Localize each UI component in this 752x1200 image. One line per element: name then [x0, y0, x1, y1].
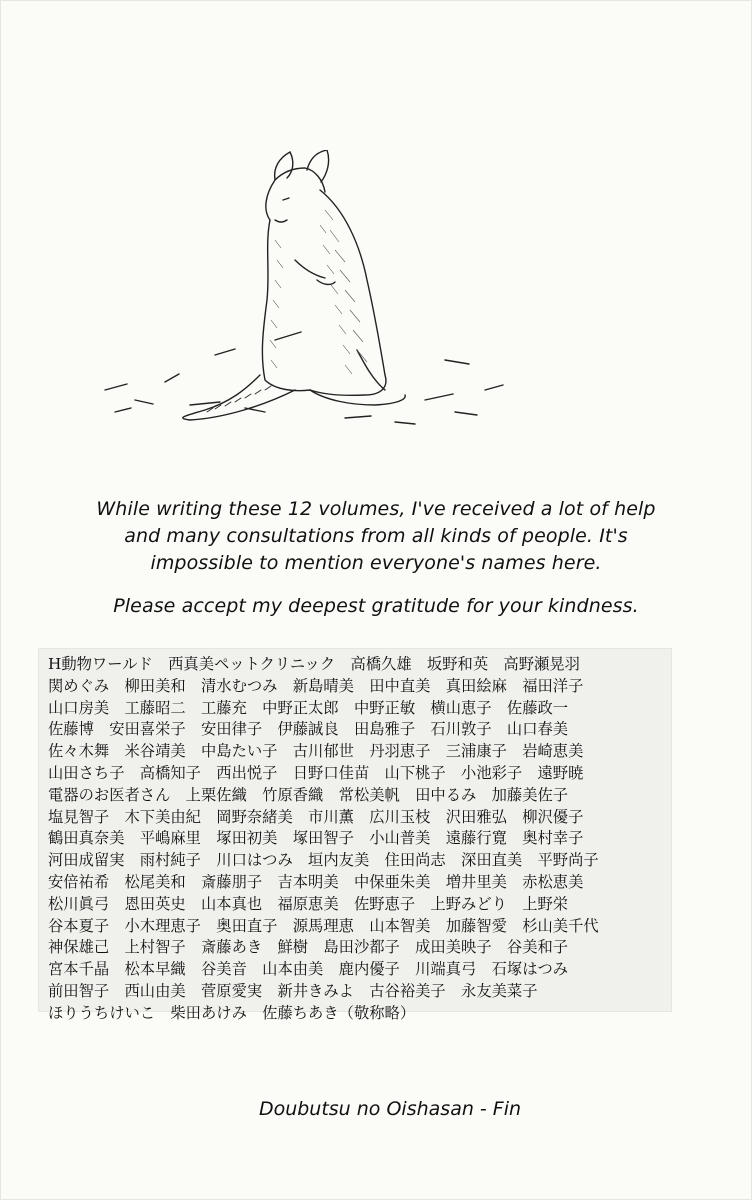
thanks-line-4: Please accept my deepest gratitude for your kindness. — [113, 595, 639, 617]
names-row: 塩見智子 木下美由紀 岡野奈緒美 市川薫 広川玉枝 沢田雅弘 柳沢優子 — [48, 807, 584, 826]
fin-caption: Doubutsu no Oishasan - Fin — [258, 1098, 522, 1120]
names-row: 山田さち子 高橋知子 西出悦子 日野口佳苗 山下桃子 小池彩子 遠野暁 — [48, 763, 584, 782]
names-row: 河田成留実 雨村純子 川口はつみ 垣内友美 住田尚志 深田直美 平野尚子 — [48, 851, 599, 870]
wallaby-illustration — [95, 150, 515, 435]
names-row: 鶴田真奈美 平嶋麻里 塚田初美 塚田智子 小山普美 遠藤行寛 奥村幸子 — [48, 829, 584, 848]
names-row: 神保雄己 上村智子 斎藤あき 鮮樹 島田沙都子 成田美映子 谷美和子 — [48, 938, 569, 957]
names-row: 佐藤博 安田喜栄子 安田律子 伊藤誠良 田島雅子 石川敦子 山口春美 — [48, 720, 569, 739]
thanks-line-1: While writing these 12 volumes, I've received a lot of help — [96, 498, 656, 520]
names-row: 電器のお医者さん 上栗佐織 竹原香織 常松美帆 田中るみ 加藤美佐子 — [48, 785, 569, 804]
names-row: 山口房美 工藤昭二 工藤充 中野正太郎 中野正敏 横山恵子 佐藤政一 — [48, 698, 569, 717]
thanks-line-3: impossible to mention everyone's names here. — [150, 552, 602, 574]
names-row: 宮本千晶 松本早織 谷美音 山本由美 鹿内優子 川端真弓 石塚はつみ — [48, 960, 569, 979]
names-row: ほりうちけいこ 柴田あけみ 佐藤ちあき（敬称略） — [48, 1003, 416, 1022]
names-row: 松川眞弓 恩田英史 山本真也 福原恵美 佐野恵子 上野みどり 上野栄 — [48, 894, 569, 913]
names-row: 前田智子 西山由美 菅原愛実 新井きみよ 古谷裕美子 永友美菜子 — [48, 981, 538, 1000]
thanks-line-2: and many consultations from all kinds of people. It's — [124, 525, 628, 547]
names-row: H動物ワールド 西真美ペットクリニック 高橋久雄 坂野和英 高野瀬晃羽 — [48, 655, 580, 673]
names-row: 谷本夏子 小木理恵子 奥田直子 源馬理恵 山本智美 加藤智愛 杉山美千代 — [48, 916, 599, 935]
names-row: 佐々木舞 米谷靖美 中島たい子 古川郁世 丹羽恵子 三浦康子 岩崎恵美 — [48, 742, 584, 761]
acknowledgement-names — [48, 654, 668, 1025]
thanks-message — [40, 496, 712, 620]
names-row: 安倍祐希 松尾美和 斎藤朋子 吉本明美 中保亜朱美 増井里美 赤松恵美 — [48, 872, 584, 891]
names-row: 関めぐみ 柳田美和 清水むつみ 新島晴美 田中直美 真田絵麻 福田洋子 — [48, 676, 584, 695]
